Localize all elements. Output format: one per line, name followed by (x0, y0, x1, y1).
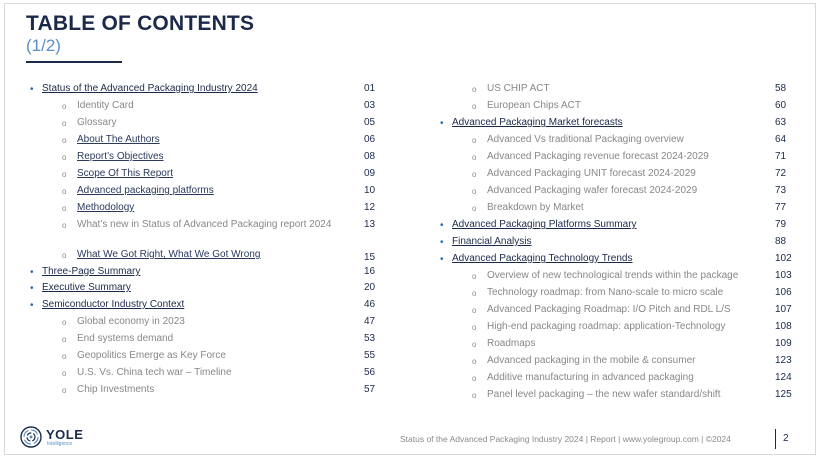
toc-entry-label: Glossary (77, 117, 117, 128)
toc-page-number: 124 (775, 372, 792, 383)
toc-subsection-entry (28, 347, 383, 364)
toc-entry-link[interactable]: Advanced Packaging Technology Trends (452, 253, 633, 264)
toc-page-number: 125 (775, 389, 792, 400)
toc-entry-link[interactable]: Scope Of This Report (77, 168, 173, 179)
toc-entry-label: Advanced Packaging revenue forecast 2024-2029 (487, 151, 709, 162)
bullet-dot-icon: • (440, 220, 444, 231)
toc-subsection-entry (438, 369, 794, 386)
bullet-circle-icon: o (472, 289, 477, 298)
toc-section-entry[interactable] (28, 263, 383, 279)
bullet-circle-icon: o (62, 335, 67, 344)
toc-subsection-entry (438, 284, 794, 301)
toc-section-entry[interactable] (28, 296, 383, 313)
logo-tagline: Intelligence (47, 441, 73, 447)
bullet-dot-icon: • (30, 84, 34, 95)
toc-entry-link[interactable]: Financial Analysis (452, 236, 532, 247)
title-underline (26, 61, 122, 63)
page-number: 2 (783, 433, 789, 444)
toc-page-number: 63 (775, 117, 787, 128)
toc-subsection-entry (438, 318, 794, 335)
toc-page-number: 20 (364, 282, 376, 293)
toc-entry-label: End systems demand (77, 333, 174, 344)
bullet-circle-icon: o (472, 102, 477, 111)
toc-entry-label: High-end packaging roadmap: application-Technology (487, 321, 726, 332)
toc-subsection-entry[interactable] (28, 199, 383, 216)
toc-page-number: 73 (775, 185, 787, 196)
toc-page-number: 15 (364, 252, 376, 263)
bullet-dot-icon: • (440, 254, 444, 265)
toc-subsection-entry (438, 267, 794, 284)
toc-entry-label: Advanced Packaging Roadmap: I/O Pitch and RDL L/S (487, 304, 731, 315)
bullet-dot-icon: • (440, 237, 444, 248)
toc-page-number: 71 (775, 151, 787, 162)
toc-entry-label: Chip Investments (77, 384, 155, 395)
toc-page-number: 64 (775, 134, 787, 145)
toc-page-number: 107 (775, 304, 792, 315)
toc-subsection-entry (28, 364, 383, 381)
toc-subsection-entry (438, 386, 794, 403)
toc-entry-label: Advanced Packaging UNIT forecast 2024-2029 (487, 168, 696, 179)
bullet-circle-icon: o (472, 357, 477, 366)
toc-entry-link[interactable]: What We Got Right, What We Got Wrong (77, 249, 261, 260)
toc-entry-link[interactable]: Executive Summary (42, 282, 131, 293)
toc-page-number: 56 (364, 367, 376, 378)
toc-entry-label: Advanced Vs traditional Packaging overview (487, 134, 684, 145)
toc-page-number: 109 (775, 338, 792, 349)
bullet-circle-icon: o (472, 136, 477, 145)
toc-subsection-entry (438, 131, 794, 148)
toc-entry-label: Breakdown by Market (487, 202, 584, 213)
bullet-circle-icon: o (472, 204, 477, 213)
toc-entry-label: Panel level packaging – the new wafer standard/shift (487, 389, 721, 400)
bullet-circle-icon: o (472, 391, 477, 400)
toc-page-number: 09 (364, 168, 376, 179)
bullet-dot-icon: • (30, 300, 34, 311)
toc-entry-label: Advanced Packaging wafer forecast 2024-2029 (487, 185, 698, 196)
bullet-circle-icon: o (62, 369, 67, 378)
toc-entry-label: Identity Card (77, 100, 134, 111)
toc-page-number: 01 (364, 83, 376, 94)
bullet-circle-icon: o (472, 272, 477, 281)
toc-entry-label: Global economy in 2023 (77, 316, 185, 327)
bullet-circle-icon: o (62, 204, 67, 213)
toc-page-number: 12 (364, 202, 376, 213)
toc-page-number: 72 (775, 168, 787, 179)
toc-section-entry[interactable] (28, 279, 383, 296)
toc-subsection-entry (438, 199, 794, 216)
bullet-circle-icon: o (62, 221, 67, 230)
toc-page-number: 58 (775, 83, 787, 94)
bullet-circle-icon: o (62, 187, 67, 196)
toc-page-number: 06 (364, 134, 376, 145)
bullet-circle-icon: o (62, 170, 67, 179)
toc-page-number: 13 (364, 219, 376, 230)
toc-entry-label: Additive manufacturing in advanced packaging (487, 372, 694, 383)
bullet-circle-icon: o (62, 352, 67, 361)
toc-subsection-entry (438, 335, 794, 352)
bullet-circle-icon: o (472, 374, 477, 383)
toc-entry-label: US CHIP ACT (487, 83, 550, 94)
toc-page-number: 57 (364, 384, 376, 395)
bullet-circle-icon: o (472, 170, 477, 179)
toc-entry-label: Overview of new technological trends within the package (487, 270, 739, 281)
toc-section-entry[interactable] (438, 114, 794, 131)
toc-entry-label: Advanced packaging in the mobile & consumer (487, 355, 696, 366)
toc-entry-link[interactable]: Advanced packaging platforms (77, 185, 214, 196)
toc-entry-label: Technology roadmap: from Nano-scale to micro scale (487, 287, 724, 298)
toc-subsection-entry[interactable] (28, 246, 383, 263)
toc-subsection-entry[interactable] (28, 131, 383, 148)
toc-page-number: 102 (775, 253, 792, 264)
toc-entry-label: U.S. Vs. China tech war – Timeline (77, 367, 232, 378)
toc-page-number: 88 (775, 236, 787, 247)
toc-section-entry[interactable] (28, 80, 383, 97)
toc-subsection-entry (438, 182, 794, 199)
toc-page-number: 77 (775, 202, 787, 213)
bullet-circle-icon: o (472, 187, 477, 196)
toc-entry-label: European Chips ACT (487, 100, 581, 111)
footer-text: Status of the Advanced Packaging Industry 2024 | Report | www.yolegroup.com | ©2024 (400, 434, 731, 444)
toc-subsection-entry[interactable] (28, 148, 383, 165)
toc-subsection-entry (438, 80, 794, 97)
bullet-circle-icon: o (62, 102, 67, 111)
bullet-dot-icon: • (30, 267, 34, 278)
toc-page-number: 08 (364, 151, 376, 162)
logo-wordmark: YOLE (46, 427, 84, 442)
bullet-circle-icon: o (62, 119, 67, 128)
bullet-dot-icon: • (30, 283, 34, 294)
toc-page-number: 47 (364, 316, 376, 327)
toc-entry-link[interactable]: Advanced Packaging Platforms Summary (452, 219, 637, 230)
toc-page-number: 108 (775, 321, 792, 332)
toc-subsection-entry (28, 330, 383, 347)
bullet-circle-icon: o (472, 153, 477, 162)
bullet-circle-icon: o (62, 251, 67, 260)
bullet-circle-icon: o (62, 153, 67, 162)
toc-page-number: 03 (364, 100, 376, 111)
toc-subsection-entry (28, 114, 383, 131)
toc-page-number: 60 (775, 100, 787, 111)
bullet-circle-icon: o (472, 340, 477, 349)
toc-entry-link[interactable]: Semiconductor Industry Context (42, 299, 185, 310)
bullet-dot-icon: • (440, 118, 444, 129)
bullet-circle-icon: o (472, 306, 477, 315)
bullet-circle-icon: o (62, 136, 67, 145)
toc-entry-link[interactable]: Advanced Packaging Market forecasts (452, 117, 623, 128)
toc-page-number: 123 (775, 355, 792, 366)
toc-subsection-entry[interactable] (28, 165, 383, 182)
toc-entry-link[interactable]: Three-Page Summary (42, 266, 141, 277)
toc-right-column (438, 80, 794, 403)
toc-entry-link[interactable]: About The Authors (77, 134, 160, 145)
toc-subsection-entry (438, 148, 794, 165)
toc-page-number: 106 (775, 287, 792, 298)
toc-entry-label: Geopolitics Emerge as Key Force (77, 350, 226, 361)
bullet-circle-icon: o (62, 386, 67, 395)
toc-subsection-entry (28, 216, 383, 246)
page-title: TABLE OF CONTENTS (26, 12, 255, 35)
toc-page-number: 46 (364, 299, 376, 310)
toc-page-number: 79 (775, 219, 787, 230)
toc-section-entry[interactable] (438, 250, 794, 267)
toc-page-number: 53 (364, 333, 376, 344)
toc-page-number: 10 (364, 185, 376, 196)
toc-page-number: 55 (364, 350, 376, 361)
toc-subsection-entry (438, 97, 794, 114)
toc-subsection-entry (28, 381, 383, 398)
toc-entry-label: What’s new in Status of Advanced Packaging report 2024 (77, 219, 332, 230)
toc-subsection-entry (438, 165, 794, 182)
page-subtitle: (1/2) (26, 36, 61, 55)
toc-page-number: 16 (364, 266, 376, 277)
toc-entry-link[interactable]: Report’s Objectives (77, 151, 164, 162)
bullet-circle-icon: o (62, 318, 67, 327)
toc-subsection-entry (438, 301, 794, 318)
toc-entry-label: Roadmaps (487, 338, 536, 349)
toc-page-number: 05 (364, 117, 376, 128)
toc-subsection-entry[interactable] (28, 182, 383, 199)
toc-page-number: 103 (775, 270, 792, 281)
toc-section-entry[interactable] (438, 233, 794, 250)
toc-subsection-entry (438, 352, 794, 369)
footer-divider (775, 429, 776, 449)
toc-subsection-entry (28, 97, 383, 114)
bullet-circle-icon: o (472, 85, 477, 94)
bullet-circle-icon: o (472, 323, 477, 332)
toc-entry-link[interactable]: Methodology (77, 202, 135, 213)
toc-subsection-entry (28, 313, 383, 330)
toc-entry-link[interactable]: Status of the Advanced Packaging Industry 2024 (42, 83, 258, 94)
toc-section-entry[interactable] (438, 216, 794, 233)
toc-left-column (28, 80, 383, 398)
